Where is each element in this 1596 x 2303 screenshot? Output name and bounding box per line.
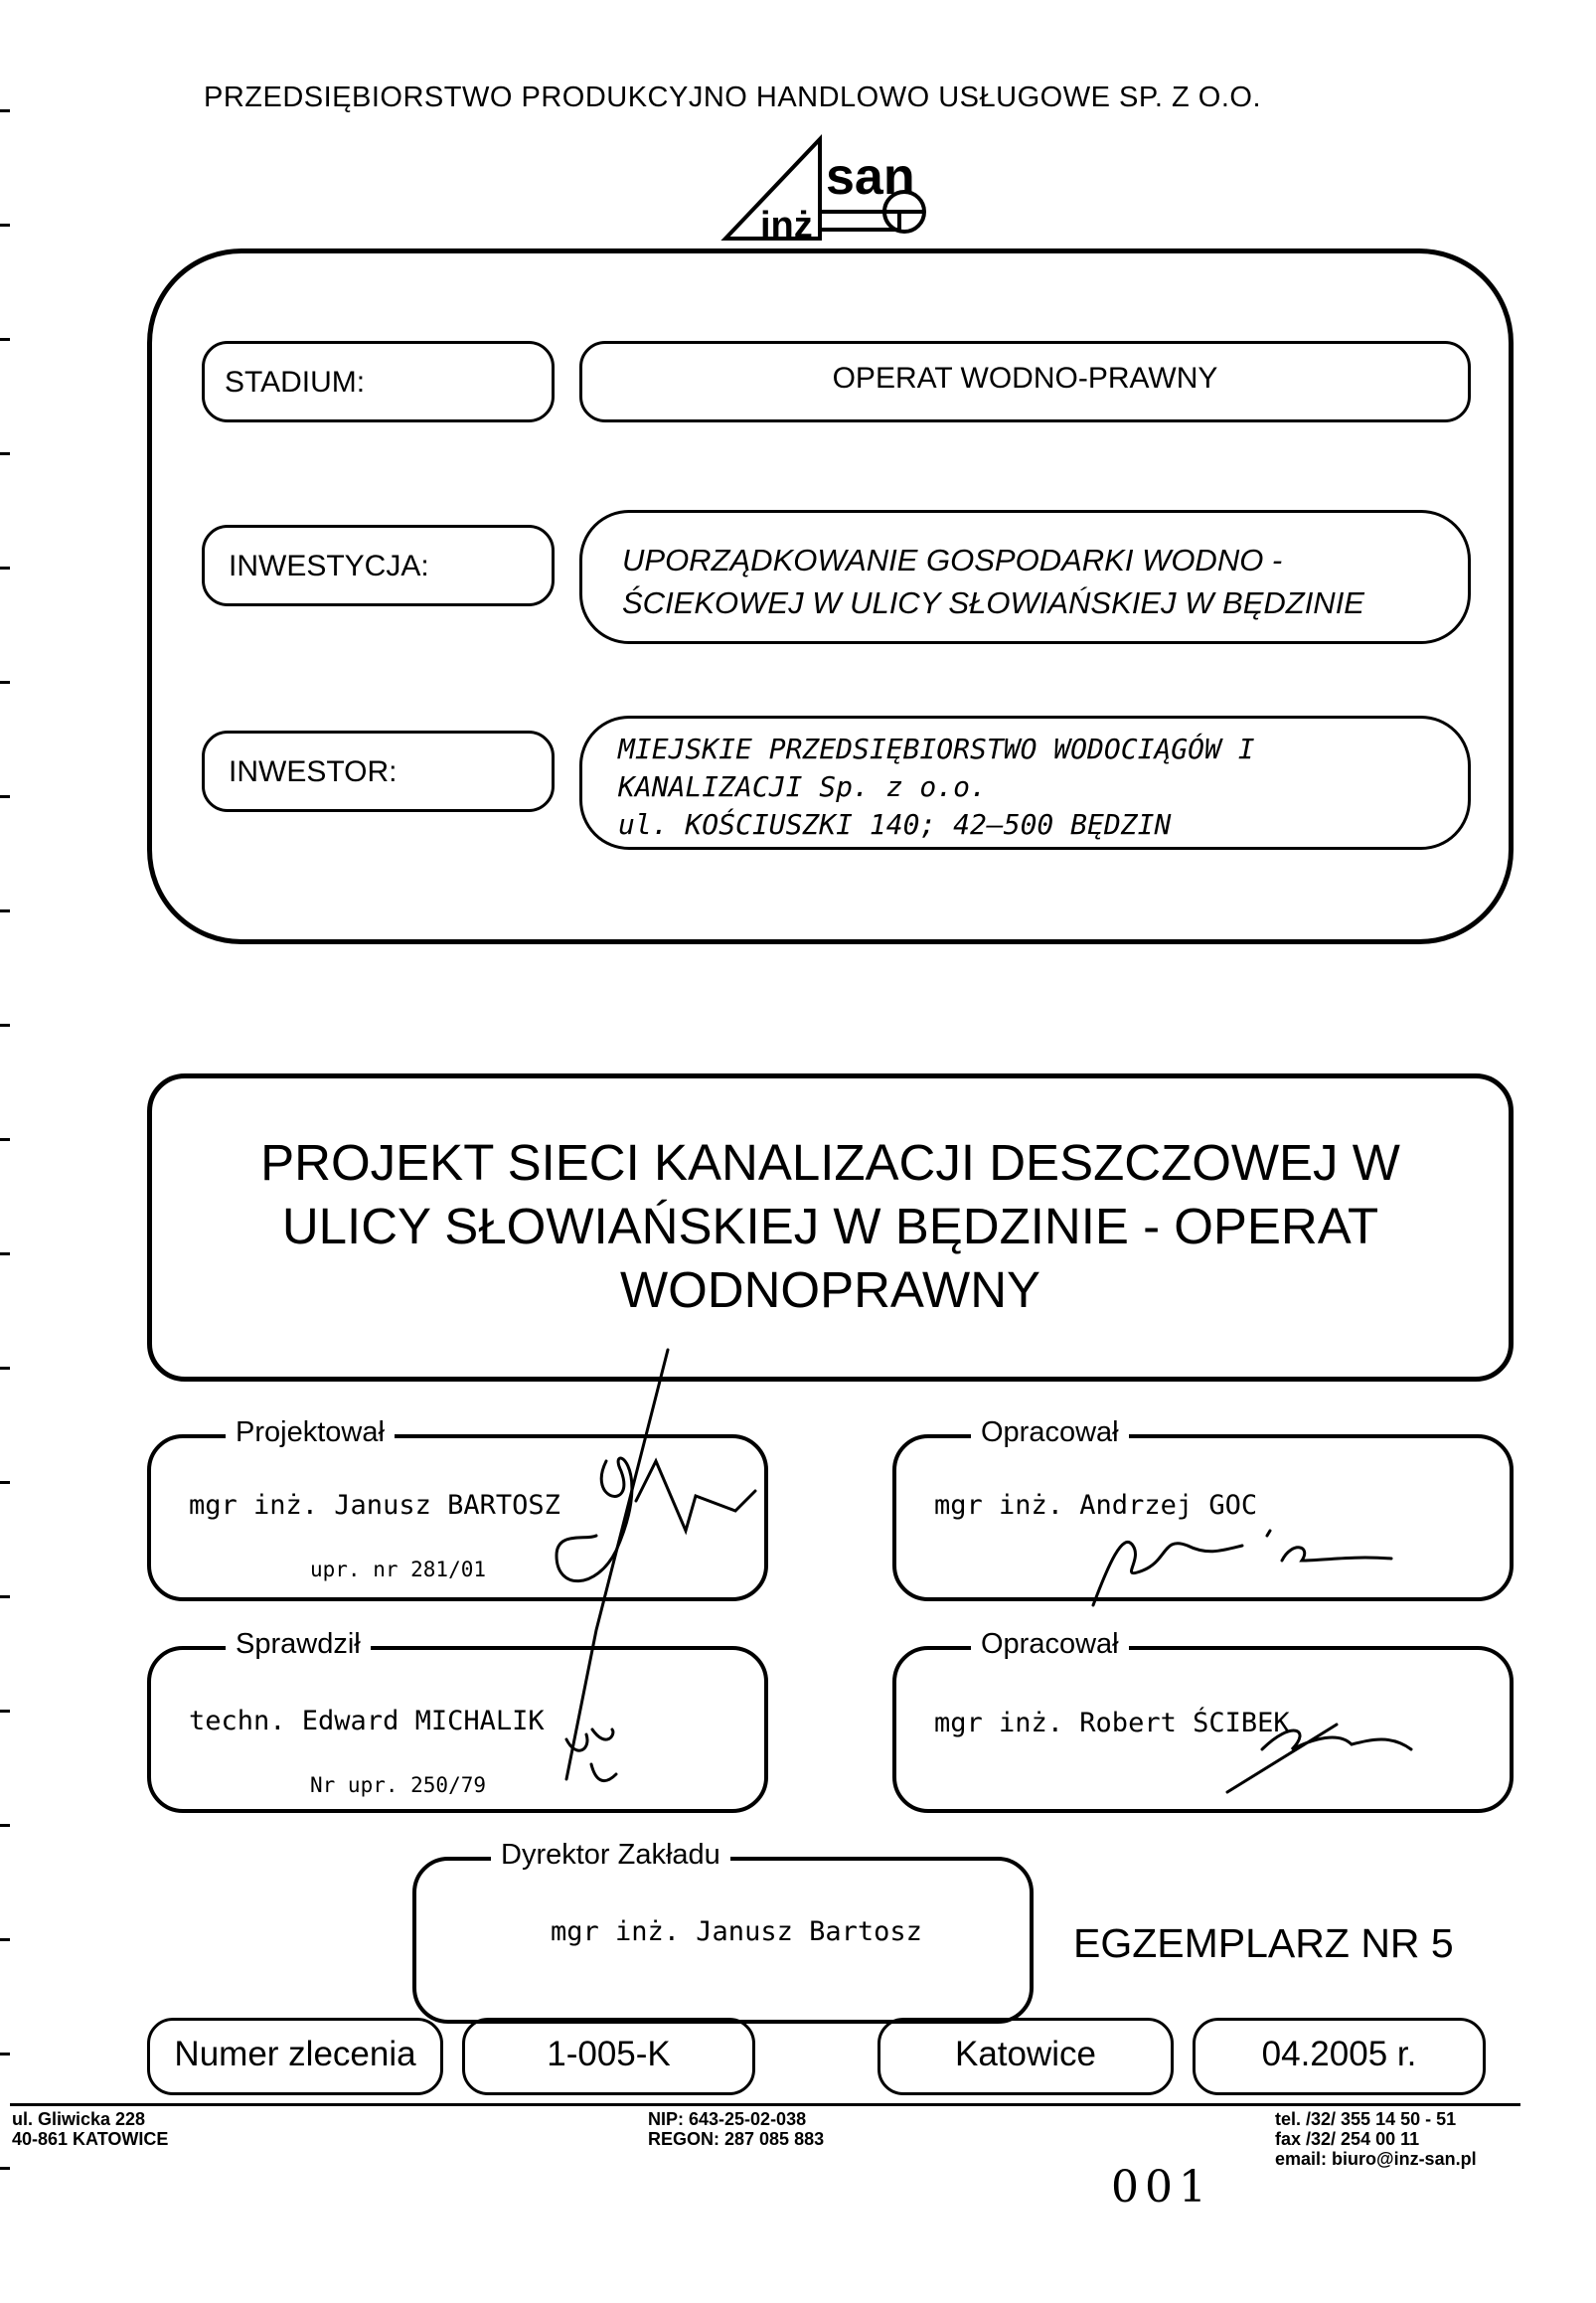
investor-value-box: [579, 716, 1471, 850]
footer-address-line-2: 40-861 KATOWICE: [12, 2129, 169, 2149]
investment-line-1: UPORZĄDKOWANIE GOSPODARKI WODNO -: [622, 543, 1283, 577]
order-number: 1-005-K: [547, 2035, 671, 2073]
investment-line-2: ŚCIEKOWEJ W ULICY SŁOWIAŃSKIEJ W BĘDZINIE: [622, 585, 1364, 620]
project-title-line-3: WODNOPRAWNY: [619, 1261, 1041, 1318]
logo-text-inz: inż: [760, 205, 813, 244]
prepared-name-2: mgr inż. Robert ŚCIBEK: [934, 1708, 1290, 1738]
investment-value-box: [579, 510, 1471, 644]
footer-email: email: biuro@inz-san.pl: [1275, 2149, 1477, 2169]
order-date: 04.2005 r.: [1261, 2035, 1417, 2073]
footer-registry: [648, 2109, 824, 2149]
designed-name: mgr inż. Janusz BARTOSZ: [189, 1490, 560, 1521]
order-date-box: [1193, 2018, 1486, 2095]
prepared-label-2: Opracował: [971, 1628, 1129, 1661]
project-title-line-2: ULICY SŁOWIAŃSKIEJ W BĘDZINIE - OPERAT: [281, 1198, 1379, 1254]
footer-divider: [10, 2103, 1520, 2106]
footer-regon: REGON: 287 085 883: [648, 2129, 825, 2149]
company-name: PRZEDSIĘBIORSTWO PRODUKCYJNO HANDLOWO USŁUGOWE SP. Z O.O.: [204, 82, 1262, 113]
prepared-label-1: Opracował: [971, 1416, 1129, 1449]
footer-nip: NIP: 643-25-02-038: [648, 2109, 807, 2129]
director-label: Dyrektor Zakładu: [491, 1839, 730, 1872]
stadium-value: OPERAT WODNO-PRAWNY: [832, 362, 1218, 395]
stadium-value-box: [579, 341, 1471, 422]
stadium-label: STADIUM:: [225, 366, 366, 399]
checked-label: Sprawdził: [226, 1628, 371, 1661]
prepared-block-1: [892, 1416, 1514, 1601]
order-label-box: [147, 2018, 443, 2095]
footer-address-line-1: ul. Gliwicka 228: [12, 2109, 146, 2129]
project-title-line-1: PROJEKT SIECI KANALIZACJI DESZCZOWEJ W: [260, 1134, 1400, 1191]
footer-fax: fax /32/ 254 00 11: [1275, 2129, 1420, 2149]
page-stamp: 001: [1111, 2162, 1212, 2213]
investor-line-2: KANALIZACJI Sp. z o.o.: [618, 770, 987, 803]
copy-number: EGZEMPLARZ NR 5: [1073, 1920, 1454, 1966]
project-title: [147, 1131, 1514, 1322]
investor-label: INWESTOR:: [229, 755, 398, 788]
checked-block: [147, 1628, 768, 1813]
designed-block: [147, 1416, 768, 1601]
investor-line-1: MIEJSKIE PRZEDSIĘBIORSTWO WODOCIĄGÓW I: [618, 733, 1255, 765]
order-label: Numer zlecenia: [174, 2035, 416, 2073]
order-city: Katowice: [954, 2035, 1097, 2073]
prepared-block-2: [892, 1628, 1514, 1813]
designed-license: upr. nr 281/01: [310, 1558, 487, 1581]
investment-label-box: [202, 525, 555, 606]
footer-contact: [1275, 2109, 1477, 2169]
investor-label-box: [202, 731, 555, 812]
footer-address: [12, 2109, 168, 2149]
order-city-box: [878, 2018, 1174, 2095]
director-name: mgr inż. Janusz Bartosz: [551, 1916, 922, 1947]
logo-text-san: san: [826, 148, 915, 206]
stadium-label-box: [202, 341, 555, 422]
checked-name: techn. Edward MICHALIK: [189, 1706, 545, 1736]
footer-tel: tel. /32/ 355 14 50 - 51: [1275, 2109, 1457, 2129]
director-block: [412, 1839, 1034, 2024]
prepared-name-1: mgr inż. Andrzej GOC: [934, 1490, 1258, 1521]
order-number-box: [462, 2018, 755, 2095]
designed-label: Projektował: [226, 1416, 395, 1449]
investment-label: INWESTYCJA:: [229, 550, 429, 582]
checked-license: Nr upr. 250/79: [310, 1773, 487, 1797]
company-logo: [720, 134, 929, 244]
investor-line-3: ul. KOŚCIUSZKI 140; 42–500 BĘDZIN: [618, 808, 1172, 841]
